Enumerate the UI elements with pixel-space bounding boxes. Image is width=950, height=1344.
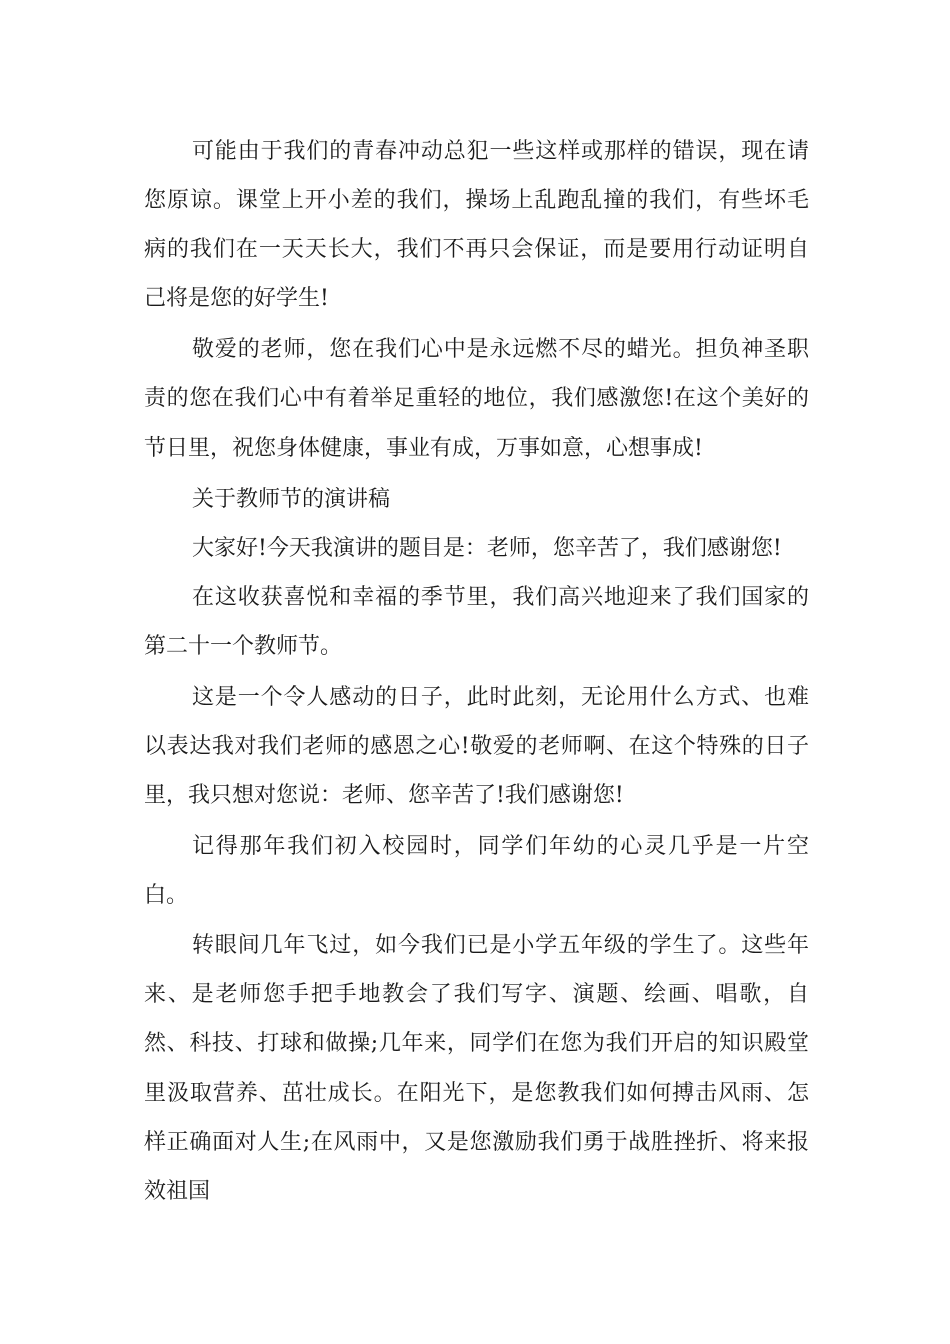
text-line: 里，我只想对您说：老师、您辛苦了!我们感谢您! <box>144 783 624 808</box>
text-line: 来、是老师您手把手地教会了我们写字、演题、绘画、唱歌，自 <box>144 982 809 1007</box>
text-line: 转眼间几年飞过，如今我们已是小学五年级的学生了。这些年 <box>192 933 809 958</box>
text-line: 病的我们在一天天长大，我们不再只会保证，而是要用行动证明自 <box>144 237 809 262</box>
text-line: 第二十一个教师节。 <box>144 634 343 659</box>
text-line: 白。 <box>144 883 189 908</box>
text-line: 责的您在我们心中有着举足重轻的地位，我们感激您!在这个美好的 <box>144 386 809 411</box>
text-line: 您原谅。课堂上开小差的我们，操场上乱跑乱撞的我们，有些坏毛 <box>144 188 809 213</box>
text-line: 大家好!今天我演讲的题目是：老师，您辛苦了，我们感谢您! <box>192 536 782 561</box>
text-line: 在这收获喜悦和幸福的季节里，我们高兴地迎来了我们国家的 <box>192 585 809 610</box>
section-heading: 关于教师节的演讲稿 <box>192 487 391 512</box>
text-line: 可能由于我们的青春冲动总犯一些这样或那样的错误，现在请 <box>192 139 809 164</box>
text-line: 节日里，祝您身体健康，事业有成，万事如意，心想事成! <box>144 436 703 461</box>
text-line: 记得那年我们初入校园时，同学们年幼的心灵几乎是一片空 <box>192 834 809 859</box>
text-line: 效祖国 <box>144 1179 211 1204</box>
text-line: 然、科技、打球和做操;几年来，同学们在您为我们开启的知识殿堂 <box>144 1031 809 1056</box>
text-line: 里汲取营养、茁壮成长。在阳光下，是您教我们如何搏击风雨、怎 <box>144 1081 809 1106</box>
text-line: 敬爱的老师，您在我们心中是永远燃不尽的蜡光。担负神圣职 <box>192 337 809 362</box>
text-line: 己将是您的好学生! <box>144 286 329 311</box>
text-line: 样正确面对人生;在风雨中，又是您激励我们勇于战胜挫折、将来报 <box>144 1130 809 1155</box>
text-line: 以表达我对我们老师的感恩之心!敬爱的老师啊、在这个特殊的日子 <box>144 734 809 759</box>
text-line: 这是一个令人感动的日子，此时此刻，无论用什么方式、也难 <box>192 685 809 710</box>
